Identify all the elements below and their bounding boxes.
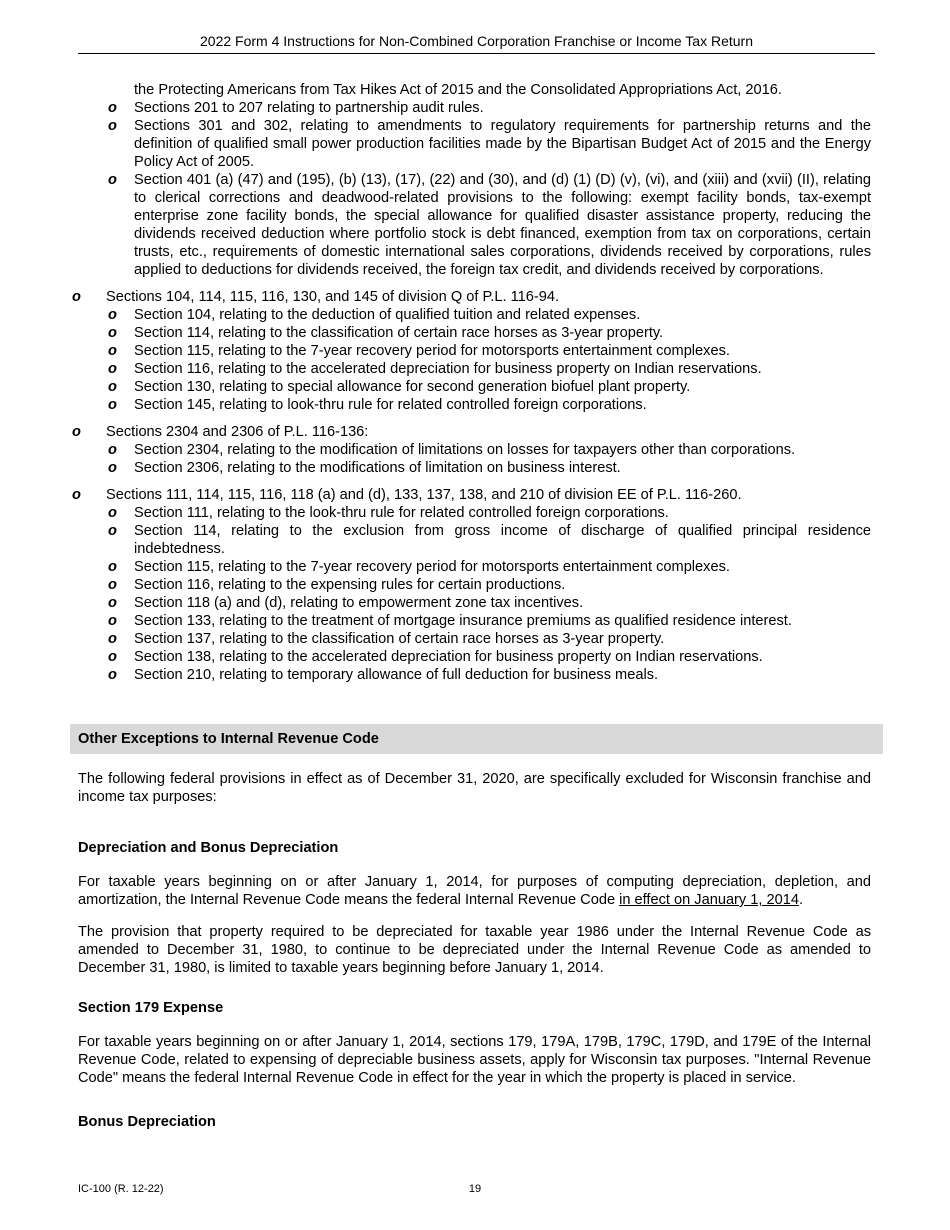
bullet-icon: o xyxy=(72,487,81,503)
bullet-icon: o xyxy=(108,118,117,134)
bonus-depreciation-heading: Bonus Depreciation xyxy=(78,1114,216,1130)
list-item: o Sections 301 and 302, relating to amendments to regulatory requirements for partnership returns and the definition of qualified small power production facilities made by the Bipartisan Budget Act of 2015 and the Energy Policy Act of 2005. xyxy=(108,118,871,170)
list-item: o Section 114, relating to the classification of certain race horses as 3-year property. xyxy=(108,325,664,341)
list-item: o Section 116, relating to the accelerated depreciation for business property on Indian reservations. xyxy=(108,361,762,377)
bullet-icon: o xyxy=(72,289,81,305)
bullet-icon: o xyxy=(108,172,117,188)
list-item: o Section 133, relating to the treatment of mortgage insurance premiums as qualified residence interest. xyxy=(108,613,792,629)
page-header: 2022 Form 4 Instructions for Non-Combined Corporation Franchise or Income Tax Return xyxy=(78,33,875,54)
list-title: o Sections 104, 114, 115, 116, 130, and 145 of division Q of P.L. 116-94. xyxy=(72,289,560,305)
list-item: o Section 210, relating to temporary allowance of full deduction for business meals. xyxy=(108,667,659,683)
list-item: o Section 145, relating to look-thru rule for related controlled foreign corporations. xyxy=(108,397,647,413)
bullet-icon: o xyxy=(108,577,117,593)
bullet-icon: o xyxy=(108,325,117,341)
bullet-icon: o xyxy=(108,307,117,323)
intro-continuation: the Protecting Americans from Tax Hikes Act of 2015 and the Consolidated Appropriations Act, 2016. xyxy=(134,82,782,98)
bullet-icon: o xyxy=(108,595,117,611)
list-title: o Sections 111, 114, 115, 116, 118 (a) and (d), 133, 137, 138, and 210 of division EE of P.L. 116-260. xyxy=(72,487,742,503)
list-item: o Section 115, relating to the 7-year recovery period for motorsports entertainment complexes. xyxy=(108,343,730,359)
section179-text: For taxable years beginning on or after January 1, 2014, sections 179, 179A, 179B, 179C, 179D, and 179E of the Internal Revenue Code, related to expensing of depreciable business assets, apply for Wisconsin tax purposes. "Internal Revenue Code" means the federal Internal Revenue Code in effect for the year in which the property is placed in service. xyxy=(78,1034,871,1086)
page-content xyxy=(72,81,871,1131)
section-heading-other-exceptions: Other Exceptions to Internal Revenue Code xyxy=(70,724,883,754)
depreciation-paragraph-1: For taxable years beginning on or after January 1, 2014, for purposes of computing depreciation, depletion, and amortization, the Internal Revenue Code means the federal Internal Revenue Code in effect on January 1, 2014. xyxy=(78,874,871,908)
bullet-icon: o xyxy=(108,100,117,116)
list-d xyxy=(72,486,871,684)
bullet-icon: o xyxy=(108,631,117,647)
bullet-icon: o xyxy=(108,613,117,629)
list-item: o Section 118 (a) and (d), relating to empowerment zone tax incentives. xyxy=(108,595,584,611)
list-item: o Section 2306, relating to the modifications of limitation on business interest. xyxy=(108,460,621,476)
list-a xyxy=(78,99,871,279)
list-item: o Section 111, relating to the look-thru rule for related controlled foreign corporations. xyxy=(108,505,669,521)
depreciation-paragraph-2: The provision that property required to be depreciated for taxable year 1986 under the Internal Revenue Code as amended to December 31, 1980, to continue to be depreciated under the Internal Revenue Code as amended to December 31, 1980, is limited to taxable years beginning before January 1, 2014. xyxy=(78,924,871,976)
bullet-icon: o xyxy=(108,649,117,665)
bullet-icon: o xyxy=(108,460,117,476)
list-b xyxy=(72,288,871,414)
form-number: IC-100 (R. 12-22) xyxy=(78,1183,164,1195)
list-item: o Section 137, relating to the classification of certain race horses as 3-year property. xyxy=(108,631,665,647)
bullet-icon: o xyxy=(108,505,117,521)
list-title: o Sections 2304 and 2306 of P.L. 116-136: xyxy=(72,424,369,440)
list-item: o Section 116, relating to the expensing rules for certain productions. xyxy=(108,577,566,593)
list-item: o Section 138, relating to the accelerated depreciation for business property on Indian reservations. xyxy=(108,649,763,665)
bullet-icon: o xyxy=(108,523,117,539)
other-exceptions-text: The following federal provisions in effect as of December 31, 2020, are specifically excluded for Wisconsin franchise and income tax purposes: xyxy=(78,771,871,805)
list-item: o Section 104, relating to the deduction of qualified tuition and related expenses. xyxy=(108,307,641,323)
bullet-icon: o xyxy=(108,343,117,359)
list-item: o Sections 201 to 207 relating to partnership audit rules. xyxy=(108,100,484,116)
page-number: 19 xyxy=(468,1183,482,1195)
bullet-icon: o xyxy=(108,361,117,377)
bullet-icon: o xyxy=(72,424,81,440)
bullet-icon: o xyxy=(108,559,117,575)
depreciation-heading: Depreciation and Bonus Depreciation xyxy=(78,840,339,856)
list-item: o Section 2304, relating to the modification of limitations on losses for taxpayers other than corporations. xyxy=(108,442,796,458)
list-item xyxy=(78,81,871,99)
list-item: o Section 115, relating to the 7-year recovery period for motorsports entertainment complexes. xyxy=(108,559,730,575)
section179-heading: Section 179 Expense xyxy=(78,1000,224,1016)
list-item: o Section 130, relating to special allowance for second generation biofuel plant property. xyxy=(108,379,691,395)
list-c xyxy=(72,423,871,477)
list-item: o Section 401 (a) (47) and (195), (b) (13), (17), (22) and (30), and (d) (1) (D) (v), (vi), and (xiii) and (xvii) (II), relating to clerical corrections and deadwood-related provisions to the following: exempt facility bonds, tax-exempt enterprise zone facility bonds, the special allowance for qualified disaster assistance property, reducing the dividends received deduction where portfolio stock is debt financed, exemption from tax on corporations, certain trusts, etc., requirements of domestic international sales corporations, dividends received by corporations, rules applied to deductions for dividends received, the foreign tax credit, and dividends received by corporations. xyxy=(108,172,871,278)
bullet-icon: o xyxy=(108,397,117,413)
bullet-icon: o xyxy=(108,442,117,458)
bullet-icon: o xyxy=(108,379,117,395)
bullet-icon: o xyxy=(108,667,117,683)
list-item: o Section 114, relating to the exclusion from gross income of discharge of qualified principal residence indebtedness. xyxy=(108,523,871,557)
